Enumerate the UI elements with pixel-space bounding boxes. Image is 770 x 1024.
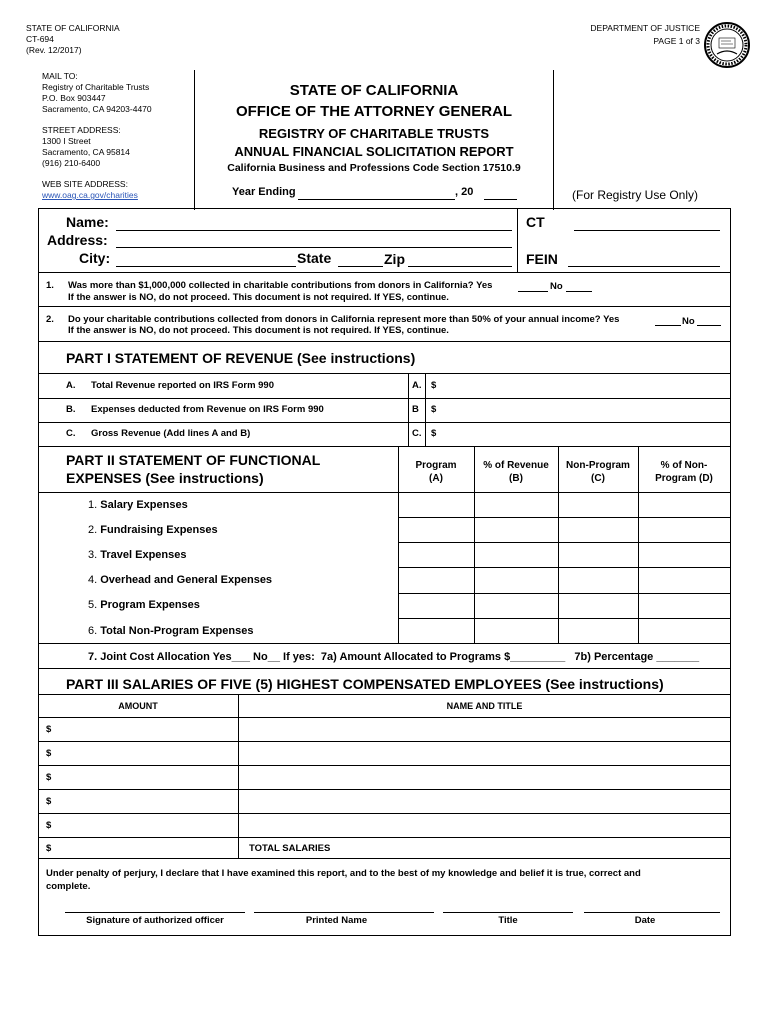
- name-input[interactable]: [116, 230, 512, 231]
- title-code-section: California Business and Professions Code Section 17510.9: [227, 162, 521, 174]
- divider: [38, 858, 731, 859]
- declaration-line-1: Under penalty of perjury, I declare that I have examined this report, and to the best of my knowledge and belief it is true, correct and: [46, 868, 641, 879]
- ct-label: CT: [526, 214, 545, 230]
- salary-amount-2[interactable]: $: [46, 748, 52, 759]
- part1-row-code: A.: [412, 380, 422, 391]
- street-label: STREET ADDRESS:: [42, 125, 121, 135]
- part2-col-divider: [398, 446, 399, 643]
- part1-currency-divider: [425, 373, 426, 446]
- expense-row: [88, 524, 218, 536]
- expense-row: [88, 499, 188, 511]
- part1-row-currency: $: [431, 428, 437, 439]
- address-input[interactable]: [116, 247, 512, 248]
- expense-row-label: Total Non-Program Expenses: [100, 625, 254, 637]
- expense-row: [88, 625, 253, 637]
- expense-row-num: 3.: [88, 549, 98, 561]
- q1-yes-input[interactable]: [518, 291, 548, 292]
- part1-code-divider: [408, 373, 409, 446]
- q2-no-input[interactable]: [697, 325, 721, 326]
- signature-input[interactable]: [65, 912, 245, 913]
- divider: [38, 492, 731, 493]
- page-number: PAGE 1 of 3: [653, 36, 700, 46]
- part1-row-letter: B.: [66, 404, 76, 415]
- title-report: ANNUAL FINANCIAL SOLICITATION REPORT: [234, 144, 514, 159]
- mail-to-label: MAIL TO:: [42, 71, 78, 81]
- question-2-note: If the answer is NO, do not proceed. This document is not required. If YES, continue.: [68, 325, 449, 336]
- zip-label: Zip: [384, 251, 405, 267]
- total-salary-amount[interactable]: $: [46, 843, 52, 854]
- col-nonprogram-header: [558, 459, 638, 485]
- part1-row-label: Total Revenue reported on IRS Form 990: [91, 380, 275, 391]
- col-pct-revenue-title: % of Revenue: [483, 460, 549, 471]
- col-pct-nonprogram-code: Program (D): [655, 473, 713, 484]
- part1-row-currency: $: [431, 404, 437, 415]
- part1-row-code: C.: [412, 428, 422, 439]
- part3-title: PART III SALARIES OF FIVE (5) HIGHEST COMPENSATED EMPLOYEES (See instructions): [66, 676, 664, 692]
- state-label: STATE OF CALIFORNIA: [26, 23, 120, 33]
- mail-line-2: P.O. Box 903447: [42, 93, 106, 103]
- expense-row-label: Overhead and General Expenses: [100, 574, 273, 586]
- expense-row-num: 5.: [88, 599, 98, 611]
- id-divider: [517, 208, 518, 272]
- part1-row-letter: A.: [66, 380, 76, 391]
- web-label: WEB SITE ADDRESS:: [42, 179, 128, 189]
- salary-amount-3[interactable]: $: [46, 772, 52, 783]
- salary-amount-4[interactable]: $: [46, 796, 52, 807]
- date-label: Date: [634, 915, 656, 926]
- col-pct-revenue-code: (B): [509, 473, 523, 484]
- website-link[interactable]: www.oag.ca.gov/charities: [42, 190, 138, 200]
- expense-row: [88, 574, 272, 586]
- question-1-no: No: [550, 281, 563, 292]
- salary-amount-1[interactable]: $: [46, 724, 52, 735]
- col-program-header: [398, 459, 474, 485]
- name-label: Name:: [66, 214, 109, 230]
- part2-title-line-2: EXPENSES (See instructions): [66, 470, 264, 486]
- mail-block: [42, 71, 152, 201]
- expense-row: [88, 549, 186, 561]
- part2-title-line-1: PART II STATEMENT OF FUNCTIONAL: [66, 452, 321, 468]
- expense-row-label: Salary Expenses: [100, 499, 188, 511]
- title-state: STATE OF CALIFORNIA: [289, 82, 459, 99]
- col-pct-revenue-header: [474, 459, 558, 485]
- part2-col-divider: [558, 446, 559, 643]
- question-1-text: Was more than $1,000,000 collected in charitable contributions from donors in California? Yes: [68, 280, 493, 291]
- divider: [38, 306, 731, 307]
- part1-row-label: Gross Revenue (Add lines A and B): [91, 428, 251, 439]
- city-label: City:: [79, 250, 111, 266]
- total-revenue-input[interactable]: [440, 374, 730, 397]
- form-id: CT-694: [26, 34, 54, 44]
- salary-amount-5[interactable]: $: [46, 820, 52, 831]
- col-nonprogram-title: Non-Program: [566, 460, 630, 471]
- q2-yes-input[interactable]: [655, 325, 681, 326]
- state-field-label: State: [297, 250, 332, 266]
- expense-row-label: Travel Expenses: [100, 549, 187, 561]
- fein-label: FEIN: [526, 251, 558, 267]
- fein-input[interactable]: [568, 266, 720, 267]
- form-revision: (Rev. 12/2017): [26, 45, 82, 55]
- signature-label: Signature of authorized officer: [86, 915, 224, 926]
- part1-row-code: B: [412, 404, 419, 415]
- printed-name-label: Printed Name: [305, 915, 368, 926]
- total-salaries-label: TOTAL SALARIES: [249, 843, 331, 854]
- registry-use-label: (For Registry Use Only): [572, 188, 699, 202]
- col-program-code: (A): [429, 473, 443, 484]
- part2-col-divider: [474, 446, 475, 643]
- divider: [398, 517, 731, 518]
- part1-row-letter: C.: [66, 428, 76, 439]
- divider: [38, 813, 731, 814]
- department-label: DEPARTMENT OF JUSTICE: [590, 23, 700, 33]
- year-suffix-input[interactable]: [484, 199, 517, 200]
- zip-input[interactable]: [408, 266, 512, 267]
- title-label: Title: [498, 915, 518, 926]
- part3-col-divider: [238, 694, 239, 858]
- question-2-text: Do your charitable contributions collected from donors in California represent more than 50% of your annual income? Yes: [68, 314, 620, 325]
- state-input[interactable]: [338, 266, 383, 267]
- city-input[interactable]: [116, 266, 296, 267]
- part1-title: PART I STATEMENT OF REVENUE (See instructions): [66, 350, 416, 366]
- address-label: Address:: [47, 232, 108, 248]
- expense-row-num: 2.: [88, 524, 98, 536]
- year-ending-label: Year Ending: [232, 186, 296, 198]
- amount-header: AMOUNT: [118, 701, 158, 711]
- col-program-title: Program: [415, 460, 457, 471]
- date-input[interactable]: [584, 912, 720, 913]
- expense-row-num: 1.: [88, 499, 98, 511]
- divider: [38, 717, 731, 718]
- declaration-text: [46, 867, 726, 893]
- title-divider-left: [194, 70, 195, 210]
- part2-col-divider: [638, 446, 639, 643]
- printed-name-input[interactable]: [254, 912, 434, 913]
- expense-row-label: Program Expenses: [100, 599, 200, 611]
- divider: [398, 542, 731, 543]
- mail-line-3: Sacramento, CA 94203-4470: [42, 104, 152, 114]
- part1-row-label: Expenses deducted from Revenue on IRS Form 990: [91, 404, 324, 415]
- expense-row-num: 4.: [88, 574, 98, 586]
- expenses-deducted-input[interactable]: [440, 399, 730, 421]
- divider: [38, 694, 731, 695]
- joint-cost-allocation: 7. Joint Cost Allocation Yes___ No__ If yes: 7a) Amount Allocated to Programs $_________ 7b) Percentage _______: [88, 651, 700, 663]
- title-office: OFFICE OF THE ATTORNEY GENERAL: [235, 103, 513, 120]
- ct-input[interactable]: [574, 230, 720, 231]
- divider: [398, 567, 731, 568]
- street-line-1: 1300 I Street: [42, 136, 91, 146]
- divider: [38, 643, 731, 644]
- divider: [38, 341, 731, 342]
- col-nonprogram-code: (C): [591, 473, 605, 484]
- question-1-number: 1.: [46, 280, 54, 291]
- expense-row: [88, 599, 200, 611]
- divider: [398, 593, 731, 594]
- question-2-number: 2.: [46, 314, 54, 325]
- name-title-header: NAME AND TITLE: [446, 701, 523, 711]
- title-registry: REGISTRY OF CHARITABLE TRUSTS: [258, 126, 490, 141]
- title-divider-right: [553, 70, 554, 210]
- divider: [38, 272, 731, 273]
- year-ending-input[interactable]: [298, 199, 455, 200]
- street-line-2: Sacramento, CA 95814: [42, 147, 130, 157]
- divider: [38, 837, 731, 838]
- col-pct-nonprogram-title: % of Non-: [660, 460, 708, 471]
- declaration-line-2: complete.: [46, 881, 91, 892]
- divider: [398, 618, 731, 619]
- divider: [38, 765, 731, 766]
- mail-line-1: Registry of Charitable Trusts: [42, 82, 150, 92]
- divider: [38, 789, 731, 790]
- year-20-label: , 20: [455, 186, 474, 198]
- divider: [38, 446, 731, 447]
- question-1-note: If the answer is NO, do not proceed. This document is not required. If YES, continue.: [68, 292, 449, 303]
- expense-row-num: 6.: [88, 625, 98, 637]
- title-input[interactable]: [443, 912, 573, 913]
- q1-no-input[interactable]: [566, 291, 592, 292]
- divider: [38, 741, 731, 742]
- divider: [38, 668, 731, 669]
- question-2-no: No: [682, 316, 695, 327]
- col-pct-nonprogram-header: [638, 459, 730, 485]
- phone-number: (916) 210-6400: [42, 158, 101, 168]
- part1-row-currency: $: [431, 380, 437, 391]
- form-header-left: [26, 23, 120, 56]
- expense-row-label: Fundraising Expenses: [100, 524, 218, 536]
- state-seal-icon: [703, 20, 751, 70]
- gross-revenue-input[interactable]: [440, 423, 730, 445]
